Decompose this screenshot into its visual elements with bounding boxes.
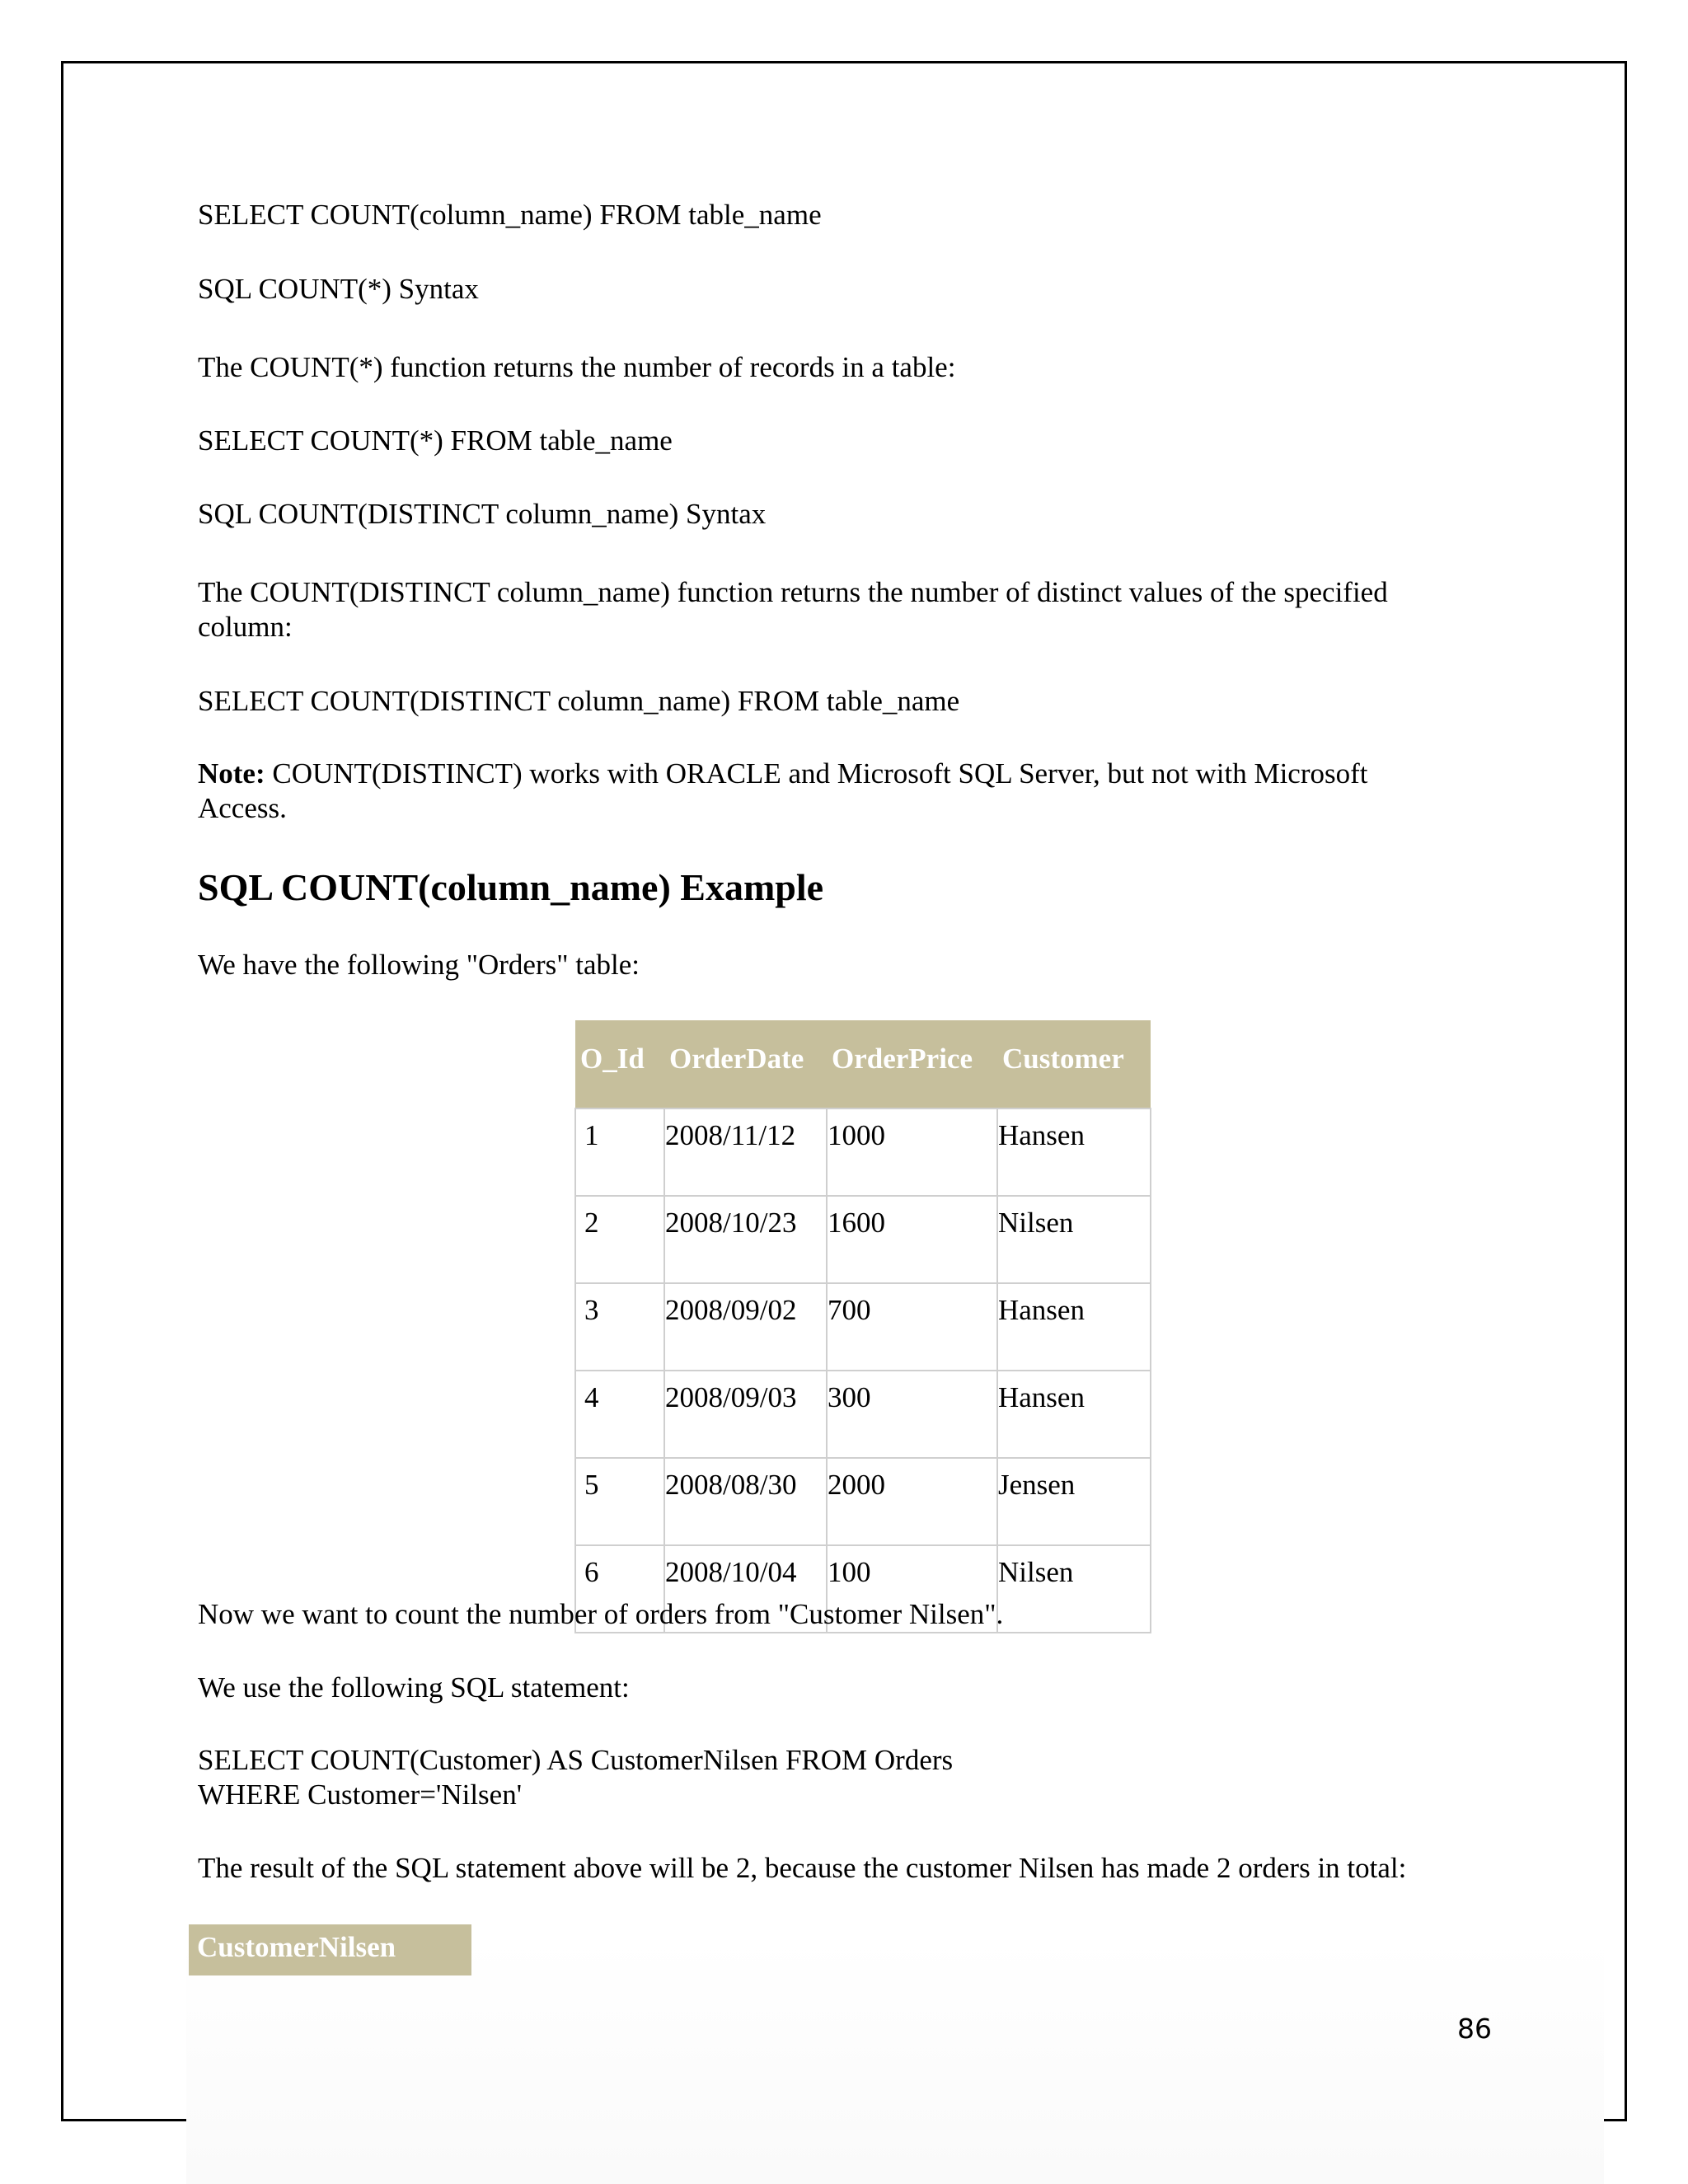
table-row [575,1108,1151,1196]
cell-order-date: 2008/10/23 [664,1196,827,1283]
note-line2: Access. [198,792,287,824]
result-text: The result of the SQL statement above will be 2, because the customer Nilsen has made 2 orders in total: [198,1852,1407,1884]
use-statement-text: We use the following SQL statement: [198,1671,630,1704]
goal-text: Now we want to count the number of orders from "Customer Nilsen". [198,1598,1004,1630]
syntax-count-star: SELECT COUNT(*) FROM table_name [198,424,673,457]
query-line2: WHERE Customer='Nilsen' [198,1779,522,1811]
header-order-price: OrderPrice [827,1020,997,1108]
cell-order-price: 2000 [827,1458,997,1545]
table-row [575,1283,1151,1371]
syntax-count-column: SELECT COUNT(column_name) FROM table_name [198,199,822,231]
cell-order-date: 2008/11/12 [664,1108,827,1196]
desc-count-star: The COUNT(*) function returns the number of records in a table: [198,351,956,383]
table-row [575,1458,1151,1545]
cell-order-price: 1600 [827,1196,997,1283]
cell-customer: Nilsen [997,1196,1151,1283]
cell-o-id: 6 [575,1545,664,1633]
cell-customer: Hansen [997,1108,1151,1196]
cell-customer: Hansen [997,1371,1151,1458]
cell-customer: Jensen [997,1458,1151,1545]
syntax-count-distinct: SELECT COUNT(DISTINCT column_name) FROM table_name [198,685,960,717]
cell-o-id: 4 [575,1371,664,1458]
cell-customer: Hansen [997,1283,1151,1371]
cell-order-price: 700 [827,1283,997,1371]
cell-order-date: 2008/08/30 [664,1458,827,1545]
note-text: COUNT(DISTINCT) works with ORACLE and Microsoft SQL Server, but not with Microsoft [265,757,1368,790]
header-order-date: OrderDate [664,1020,827,1108]
note-label: Note: [198,757,265,790]
cell-order-price: 1000 [827,1108,997,1196]
section-heading: SQL COUNT(column_name) Example [198,866,824,908]
table-row [575,1371,1151,1458]
cell-order-price: 100 [827,1545,997,1633]
orders-header-row [575,1020,1151,1108]
cell-o-id: 3 [575,1283,664,1371]
orders-table [574,1020,1151,1633]
cell-order-price: 300 [827,1371,997,1458]
query-line1: SELECT COUNT(Customer) AS CustomerNilsen FROM Orders [198,1744,954,1776]
heading-count-star: SQL COUNT(*) Syntax [198,273,479,305]
cell-order-date: 2008/09/03 [664,1371,827,1458]
cell-o-id: 1 [575,1108,664,1196]
note-line1 [198,757,1368,791]
cell-order-date: 2008/09/02 [664,1283,827,1371]
cell-o-id: 5 [575,1458,664,1545]
cell-customer: Nilsen [997,1545,1151,1633]
page-number: 86 [1457,2013,1492,2045]
cell-order-date: 2008/10/04 [664,1545,827,1633]
desc-count-distinct-line2: column: [198,611,293,643]
result-table-header: CustomerNilsen [189,1924,471,1975]
header-customer: Customer [997,1020,1151,1108]
table-intro: We have the following "Orders" table: [198,949,640,981]
heading-count-distinct: SQL COUNT(DISTINCT column_name) Syntax [198,498,767,530]
header-o-id: O_Id [575,1020,664,1108]
cell-o-id: 2 [575,1196,664,1283]
desc-count-distinct-line1: The COUNT(DISTINCT column_name) function returns the number of distinct values of the specified [198,576,1388,608]
table-row [575,1196,1151,1283]
